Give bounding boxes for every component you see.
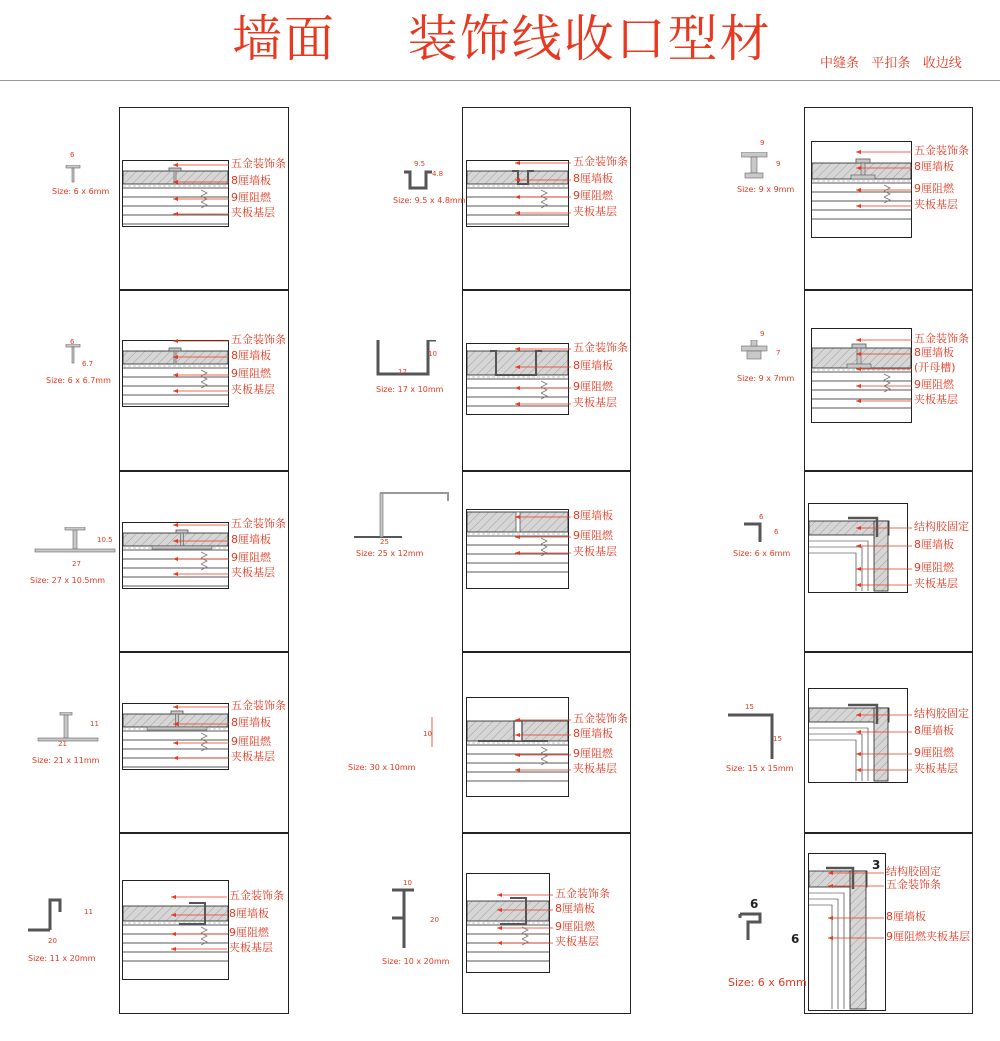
- leader-line: [828, 916, 888, 920]
- callout-label: 结构胶固定: [914, 520, 969, 533]
- callout-label: 夹板基层: [914, 198, 958, 211]
- leader-line: [515, 365, 575, 369]
- leader-line: [173, 355, 233, 359]
- hat-profile-cap: [856, 159, 870, 163]
- callout-label: (开母槽): [914, 361, 956, 374]
- leader-arrow: [856, 768, 861, 772]
- dimension-label: 11: [90, 720, 99, 728]
- dimension-label: 7: [776, 349, 781, 357]
- callout-label: 夹板基层: [914, 762, 958, 775]
- leader-arrow: [515, 535, 520, 539]
- size-label: Size: 9 x 7mm: [737, 374, 795, 383]
- callout-label: 8厘墙板: [914, 724, 954, 737]
- leader-line: [856, 338, 916, 342]
- leader-arrow: [173, 523, 178, 527]
- hat-profile-base: [851, 175, 875, 179]
- callout-label: 8厘墙板: [231, 174, 271, 187]
- leader-arrow: [856, 384, 861, 388]
- row-divider: [119, 832, 289, 834]
- leader-line: [515, 386, 575, 390]
- profile-icon: [741, 152, 769, 180]
- leader-line: [856, 768, 916, 772]
- size-label: Size: 30 x 10mm: [348, 763, 416, 772]
- profile-icon: [390, 888, 420, 950]
- leader-arrow: [856, 188, 861, 192]
- tee-profile-cap: [176, 530, 188, 533]
- leader-line: [171, 932, 231, 936]
- leader-line: [515, 515, 575, 519]
- leader-arrow: [515, 402, 520, 406]
- tee-profile-base: [147, 727, 207, 730]
- callout-label: 9厘阻燃: [573, 189, 613, 202]
- leader-line: [497, 941, 557, 945]
- leader-arrow: [515, 178, 520, 182]
- row-divider: [119, 651, 289, 653]
- dimension-label: 4.8: [432, 170, 444, 178]
- leader-line: [515, 402, 575, 406]
- callout-label: 五金装饰条: [886, 878, 941, 891]
- callout-label: 五金装饰条: [555, 887, 610, 900]
- leader-line: [515, 535, 575, 539]
- callout-label: 8厘墙板: [573, 359, 613, 372]
- wall-board-layer: [467, 351, 568, 375]
- wall-section-diagram: [811, 328, 912, 423]
- leader-line: [856, 399, 916, 403]
- callout-label: 8厘墙板: [573, 172, 613, 185]
- leader-arrow: [173, 373, 178, 377]
- dimension-label: 17: [398, 368, 407, 376]
- leader-line: [856, 367, 916, 371]
- callout-label: 9厘阻燃: [231, 191, 271, 204]
- leader-line: [856, 166, 916, 170]
- wall-section-diagram: [122, 522, 229, 589]
- callout-label: 9厘阻燃: [573, 380, 613, 393]
- leader-arrow: [856, 752, 861, 756]
- leader-arrow: [856, 204, 861, 208]
- wall-section-diagram: [466, 873, 550, 973]
- hat-profile-stem: [857, 348, 861, 365]
- row-divider: [804, 651, 973, 653]
- callout-label: 夹板基层: [573, 396, 617, 409]
- callout-label: 夹板基层: [914, 393, 958, 406]
- leader-arrow: [497, 926, 502, 930]
- leader-line: [856, 752, 916, 756]
- size-label: Size: 6 x 6mm: [728, 976, 807, 989]
- leader-arrow: [173, 163, 178, 167]
- leader-line: [856, 730, 916, 734]
- leader-arrow: [173, 539, 178, 543]
- callout-label: 五金装饰条: [573, 712, 628, 725]
- leader-line: [497, 926, 557, 930]
- callout-label: 9厘阻燃: [914, 561, 954, 574]
- callout-label: 夹板基层: [231, 206, 275, 219]
- leader-arrow: [173, 705, 178, 709]
- size-label: Size: 9.5 x 4.8mm: [393, 196, 466, 205]
- leader-arrow: [856, 399, 861, 403]
- header-divider: [0, 80, 1000, 81]
- size-label: Size: 6 x 6mm: [52, 187, 110, 196]
- leader-line: [515, 733, 575, 737]
- tee-profile-cap: [169, 348, 181, 351]
- corner-section-diagram: [808, 853, 886, 1011]
- leader-arrow: [173, 756, 178, 760]
- leader-arrow: [497, 908, 502, 912]
- wall-section-diagram: [122, 160, 229, 227]
- leader-arrow: [171, 913, 176, 917]
- callout-label: 8厘墙板: [914, 346, 954, 359]
- leader-arrow: [171, 895, 176, 899]
- leader-arrow: [856, 367, 861, 371]
- leader-arrow: [173, 339, 178, 343]
- callout-label: 9厘阻燃: [573, 747, 613, 760]
- leader-arrow: [856, 526, 861, 530]
- leader-arrow: [856, 338, 861, 342]
- leader-line: [173, 163, 233, 167]
- callout-label: 五金装饰条: [231, 157, 286, 170]
- callout-label: 9厘阻燃: [231, 735, 271, 748]
- callout-label: 五金装饰条: [914, 144, 969, 157]
- leader-line: [173, 741, 233, 745]
- callout-label: 五金装饰条: [231, 517, 286, 530]
- row-divider: [804, 832, 973, 834]
- leader-arrow: [173, 197, 178, 201]
- dimension-label: 6: [791, 932, 800, 946]
- dimension-label: 9: [760, 330, 765, 338]
- leader-line: [173, 197, 233, 201]
- leader-arrow: [173, 180, 178, 184]
- dimension-label: 6: [774, 528, 779, 536]
- leader-arrow: [515, 195, 520, 199]
- page-subtitle: 中缝条 平扣条 收边线: [820, 56, 962, 71]
- leader-line: [173, 339, 233, 343]
- callout-label: 五金装饰条: [229, 889, 284, 902]
- leader-line: [173, 212, 233, 216]
- leader-arrow: [515, 347, 520, 351]
- leader-arrow: [515, 753, 520, 757]
- corner-section-diagram: [808, 503, 908, 593]
- size-label: Size: 10 x 20mm: [382, 957, 450, 966]
- leader-arrow: [515, 733, 520, 737]
- profile-icon: [741, 340, 769, 362]
- profile-icon: [26, 898, 66, 934]
- dimension-label: 15: [745, 703, 754, 711]
- row-divider: [462, 470, 631, 472]
- profile-icon: [376, 340, 438, 378]
- leader-line: [173, 572, 233, 576]
- leader-line: [856, 567, 916, 571]
- row-divider: [462, 289, 631, 291]
- leader-line: [515, 195, 575, 199]
- callout-label: 夹板基层: [914, 577, 958, 590]
- hat-profile-cap: [852, 344, 866, 348]
- leader-line: [173, 756, 233, 760]
- callout-label: 夹板基层: [229, 941, 273, 954]
- leader-arrow: [856, 352, 861, 356]
- leader-line: [171, 913, 231, 917]
- dimension-label: 15: [773, 735, 782, 743]
- leader-line: [515, 768, 575, 772]
- leader-line: [856, 583, 916, 587]
- callout-label: 8厘墙板: [555, 902, 595, 915]
- leader-arrow: [828, 916, 833, 920]
- leader-line: [828, 884, 888, 888]
- callout-label: 8厘墙板: [231, 349, 271, 362]
- row-divider: [119, 470, 289, 472]
- callout-label: 夹板基层: [573, 762, 617, 775]
- callout-label: 9厘阻燃: [914, 182, 954, 195]
- row-divider: [804, 289, 973, 291]
- wall-section-diagram: [466, 509, 569, 589]
- profile-icon: [738, 912, 766, 942]
- callout-label: 夹板基层: [573, 545, 617, 558]
- leader-arrow: [856, 567, 861, 571]
- leader-line: [515, 753, 575, 757]
- row-divider: [804, 470, 973, 472]
- leader-line: [497, 908, 557, 912]
- callout-label: 结构胶固定: [886, 865, 941, 878]
- leader-arrow: [856, 166, 861, 170]
- leader-arrow: [515, 768, 520, 772]
- callout-label: 8厘墙板: [229, 907, 269, 920]
- leader-arrow: [173, 389, 178, 393]
- callout-label: 五金装饰条: [231, 333, 286, 346]
- dimension-label: 11: [84, 908, 93, 916]
- leader-line: [856, 384, 916, 388]
- leader-arrow: [515, 386, 520, 390]
- dimension-label: 10: [423, 730, 432, 738]
- wall-section-diagram: [466, 697, 569, 797]
- callout-label: 8厘墙板: [573, 509, 613, 522]
- dimension-label: 10: [428, 350, 437, 358]
- leader-arrow: [828, 871, 833, 875]
- leader-line: [856, 150, 916, 154]
- profile-icon: [404, 170, 434, 192]
- leader-line: [515, 347, 575, 351]
- section-frame: [467, 698, 569, 797]
- dimension-label: 3: [872, 858, 881, 872]
- callout-label: 9厘阻燃: [231, 551, 271, 564]
- leader-line: [171, 895, 231, 899]
- size-label: Size: 17 x 10mm: [376, 385, 444, 394]
- page-title: 墙面 装饰线收口型材: [232, 10, 772, 68]
- leader-arrow: [515, 515, 520, 519]
- leader-line: [828, 936, 888, 940]
- leader-line: [515, 718, 575, 722]
- callout-label: 8厘墙板: [914, 538, 954, 551]
- leader-arrow: [173, 355, 178, 359]
- leader-arrow: [856, 544, 861, 548]
- leader-arrow: [173, 212, 178, 216]
- dimension-label: 20: [430, 916, 439, 924]
- leader-arrow: [856, 150, 861, 154]
- tee-profile-cap: [171, 711, 183, 714]
- callout-label: 9厘阻燃: [914, 746, 954, 759]
- callout-label: 9厘阻燃: [573, 529, 613, 542]
- row-divider: [462, 651, 631, 653]
- leader-arrow: [515, 551, 520, 555]
- profile-icon: [62, 165, 84, 183]
- leader-line: [173, 705, 233, 709]
- dimension-label: 21: [58, 740, 67, 748]
- callout-label: 8厘墙板: [573, 727, 613, 740]
- callout-label: 夹板基层: [555, 935, 599, 948]
- leader-arrow: [173, 741, 178, 745]
- leader-line: [171, 947, 231, 951]
- dimension-label: 6.7: [82, 360, 94, 368]
- profile-icon: [742, 522, 764, 544]
- callout-label: 五金装饰条: [231, 699, 286, 712]
- leader-arrow: [515, 718, 520, 722]
- size-label: Size: 15 x 15mm: [726, 764, 794, 773]
- dimension-label: 10.5: [97, 536, 113, 544]
- leader-line: [515, 211, 575, 215]
- callout-label: 夹板基层: [573, 205, 617, 218]
- leader-line: [173, 557, 233, 561]
- callout-label: 8厘墙板: [886, 910, 926, 923]
- leader-line: [497, 893, 557, 897]
- profile-icon: [726, 713, 776, 763]
- section-frame: [123, 523, 229, 589]
- callout-label: 8厘墙板: [231, 716, 271, 729]
- callout-label: 五金装饰条: [914, 332, 969, 345]
- dimension-label: 27: [72, 560, 81, 568]
- leader-arrow: [828, 884, 833, 888]
- callout-label: 夹板基层: [231, 750, 275, 763]
- leader-arrow: [173, 557, 178, 561]
- wall-section-diagram: [466, 160, 569, 227]
- size-label: Size: 21 x 11mm: [32, 756, 100, 765]
- tee-profile-base: [152, 546, 212, 549]
- callout-label: 8厘墙板: [231, 533, 271, 546]
- tee-profile-cap: [169, 168, 181, 171]
- row-divider: [119, 289, 289, 291]
- size-label: Size: 6 x 6.7mm: [46, 376, 111, 385]
- callout-label: 夹板基层: [231, 383, 275, 396]
- dimension-label: 6: [70, 338, 75, 346]
- leader-line: [515, 551, 575, 555]
- leader-line: [856, 352, 916, 356]
- leader-arrow: [515, 365, 520, 369]
- callout-label: 9厘阻燃: [231, 367, 271, 380]
- profile-icon: [352, 491, 452, 541]
- leader-arrow: [173, 722, 178, 726]
- dimension-label: 9: [776, 160, 781, 168]
- dimension-label: 6: [70, 151, 75, 159]
- size-label: Size: 27 x 10.5mm: [30, 576, 106, 585]
- leader-arrow: [515, 161, 520, 165]
- leader-line: [856, 188, 916, 192]
- leader-arrow: [171, 932, 176, 936]
- leader-line: [856, 526, 916, 530]
- callout-label: 9厘阻燃: [914, 378, 954, 391]
- callout-label: 五金装饰条: [573, 341, 628, 354]
- size-label: Size: 9 x 9mm: [737, 185, 795, 194]
- leader-line: [173, 180, 233, 184]
- wall-board-side: [850, 871, 866, 1009]
- leader-line: [515, 161, 575, 165]
- callout-label: 9厘阻燃: [229, 926, 269, 939]
- size-label: Size: 25 x 12mm: [356, 549, 424, 558]
- leader-line: [515, 178, 575, 182]
- callout-label: 9厘阻燃: [555, 920, 595, 933]
- dimension-label: 6: [750, 897, 759, 911]
- leader-arrow: [515, 211, 520, 215]
- row-divider: [462, 832, 631, 834]
- leader-arrow: [171, 947, 176, 951]
- leader-line: [173, 523, 233, 527]
- callout-label: 9厘阻燃夹板基层: [886, 930, 970, 943]
- callout-label: 夹板基层: [231, 566, 275, 579]
- dimension-label: 9: [760, 139, 765, 147]
- dimension-label: 10: [403, 879, 412, 887]
- dimension-label: 20: [48, 937, 57, 945]
- leader-line: [856, 204, 916, 208]
- leader-line: [856, 544, 916, 548]
- leader-line: [856, 713, 916, 717]
- size-label: Size: 11 x 20mm: [28, 954, 96, 963]
- leader-arrow: [497, 941, 502, 945]
- dimension-label: 25: [380, 538, 389, 546]
- leader-arrow: [828, 936, 833, 940]
- leader-arrow: [856, 583, 861, 587]
- leader-arrow: [856, 730, 861, 734]
- dimension-label: 6: [759, 513, 764, 521]
- dimension-label: 9.5: [414, 160, 426, 168]
- leader-line: [173, 539, 233, 543]
- leader-line: [173, 389, 233, 393]
- leader-arrow: [173, 572, 178, 576]
- callout-label: 五金装饰条: [573, 155, 628, 168]
- leader-line: [173, 722, 233, 726]
- leader-arrow: [497, 893, 502, 897]
- size-label: Size: 6 x 6mm: [733, 549, 791, 558]
- profile-icon: [62, 344, 84, 364]
- leader-arrow: [856, 713, 861, 717]
- callout-label: 结构胶固定: [914, 707, 969, 720]
- slot-profile: [514, 721, 522, 741]
- callout-label: 8厘墙板: [914, 160, 954, 173]
- leader-line: [173, 373, 233, 377]
